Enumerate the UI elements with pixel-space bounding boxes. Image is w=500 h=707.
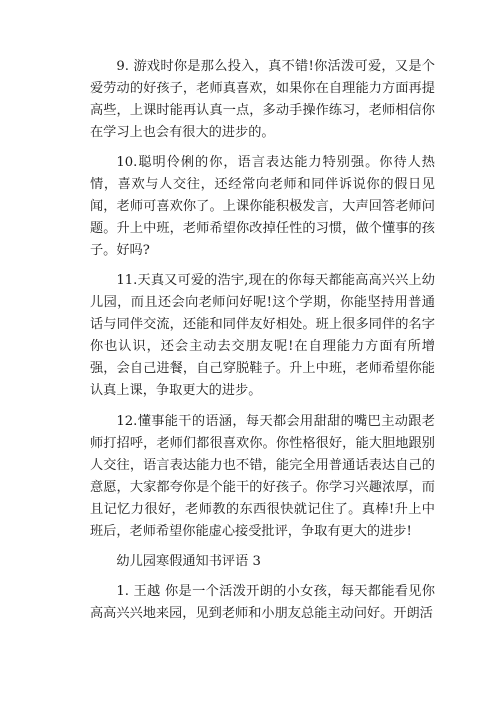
comment-paragraph-12: 12.懂事能干的语涵，每天都会用甜甜的嘴巴主动跟老师打招呼，老师们都很喜欢你。你性格很好，能大胆地跟别人交往，语言表达能力也不错，能完全用普通话表达自己的意愿，大家都夸你是个能干的好孩子。你学习兴趣浓厚，而且记忆力很好，老师教的东西很快就记住了。真棒!升上中班后，老师希望你能虚心接受批评，争取有更大的进步! [90, 413, 435, 539]
comment-paragraph-1: 1. 王越 你是一个活泼开朗的小女孩，每天都能看见你高高兴兴地来园，见到老师和小朋友总能主动问好。开朗活 [90, 583, 435, 621]
section-title: 幼儿园寒假通知书评语 3 [116, 553, 261, 569]
comment-paragraph-11: 11.天真又可爱的浩宇,现在的你每天都能高高兴兴上幼儿园，而且还会向老师问好呢!这个学期，你能坚持用普通话与同伴交流，还能和同伴友好相处。班上很多同伴的名字你也认识，还会主动去交朋友呢!在自理能力方面有所增强，会自己进餐，自己穿脱鞋子。升上中班，老师希望你能认真上课，争取更大的进步。 [90, 273, 435, 399]
document-body [90, 56, 435, 633]
comment-paragraph-9: 9. 游戏时你是那么投入，真不错!你活泼可爱，又是个爱劳动的好孩子，老师真喜欢，如果你在自理能力方面再提高些，上课时能再认真一点，多动手操作练习，老师相信你在学习上也会有很大的进步的。 [90, 59, 435, 140]
comment-paragraph-10: 10.聪明伶俐的你，语言表达能力特别强。你待人热情，喜欢与人交往，还经常向老师和同伴诉说你的假日见闻，老师可喜欢你了。上课你能积极发言，大声回答老师问题。升上中班，老师希望你改掉任性的习惯，做个懂事的孩子。好吗? [90, 155, 435, 259]
